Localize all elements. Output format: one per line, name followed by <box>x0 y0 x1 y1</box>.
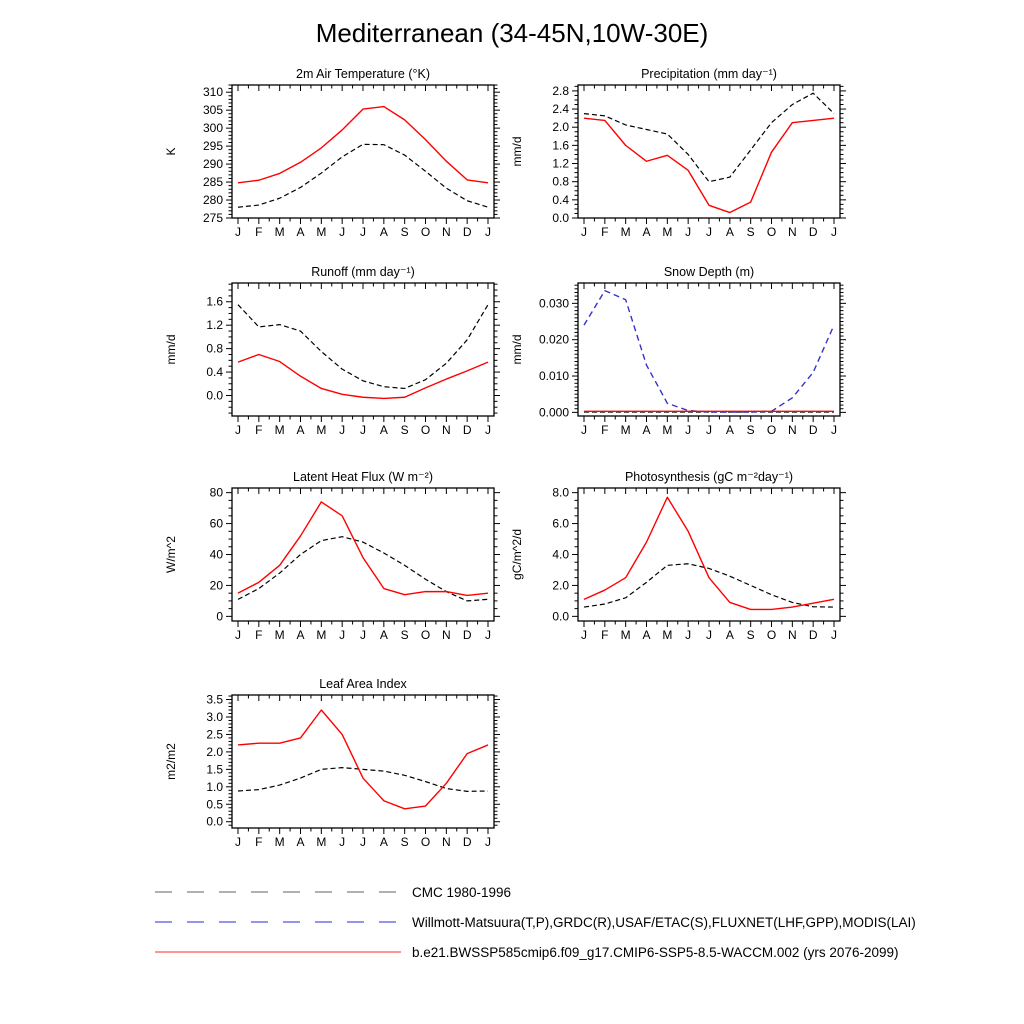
svg-text:O: O <box>420 628 431 642</box>
svg-text:J: J <box>485 423 491 437</box>
svg-text:280: 280 <box>202 193 223 208</box>
svg-text:0.0: 0.0 <box>552 211 569 225</box>
svg-text:J: J <box>360 225 366 239</box>
svg-text:m2/m2: m2/m2 <box>164 743 178 780</box>
svg-text:F: F <box>255 225 263 239</box>
svg-text:O: O <box>766 628 777 642</box>
svg-text:J: J <box>235 628 241 642</box>
svg-text:gC/m^2/d: gC/m^2/d <box>510 529 524 580</box>
svg-text:2.0: 2.0 <box>206 744 223 759</box>
svg-text:60: 60 <box>209 516 223 531</box>
svg-text:0.4: 0.4 <box>206 365 223 380</box>
svg-text:2.0: 2.0 <box>552 120 569 135</box>
svg-text:0.8: 0.8 <box>552 174 569 189</box>
svg-text:1.6: 1.6 <box>552 138 569 153</box>
svg-text:A: A <box>379 423 388 437</box>
svg-text:285: 285 <box>202 175 223 190</box>
svg-text:2.5: 2.5 <box>206 727 223 742</box>
svg-text:0.0: 0.0 <box>552 609 569 624</box>
precipitation-title: Precipitation (mm day⁻¹) <box>641 67 777 81</box>
svg-text:0.0: 0.0 <box>206 814 223 829</box>
svg-text:S: S <box>746 628 755 642</box>
svg-text:N: N <box>441 628 451 642</box>
model-solid-line-sample <box>153 947 403 957</box>
svg-text:1.5: 1.5 <box>206 762 223 777</box>
svg-text:S: S <box>746 225 755 239</box>
panel-latent-heat-flux <box>152 470 512 647</box>
svg-text:J: J <box>706 225 712 239</box>
latent-heat-flux-plot <box>152 485 512 647</box>
svg-text:J: J <box>235 835 241 849</box>
svg-text:W/m^2: W/m^2 <box>164 536 178 573</box>
snow-depth-plot <box>498 280 858 442</box>
svg-text:M: M <box>662 225 673 239</box>
svg-text:0.0: 0.0 <box>206 388 223 403</box>
svg-text:S: S <box>400 628 409 642</box>
svg-text:F: F <box>255 628 263 642</box>
svg-text:J: J <box>581 225 587 239</box>
svg-text:N: N <box>441 423 451 437</box>
svg-text:M: M <box>620 628 631 642</box>
svg-text:A: A <box>642 225 651 239</box>
svg-text:A: A <box>296 835 305 849</box>
svg-text:2.0: 2.0 <box>552 578 569 593</box>
svg-text:300: 300 <box>202 121 223 136</box>
svg-text:20: 20 <box>209 578 223 593</box>
svg-text:O: O <box>420 423 431 437</box>
svg-text:M: M <box>620 423 631 437</box>
svg-text:J: J <box>339 225 346 239</box>
svg-text:F: F <box>601 225 609 239</box>
svg-text:M: M <box>620 225 631 239</box>
svg-text:J: J <box>831 628 837 642</box>
svg-text:A: A <box>725 628 734 642</box>
svg-text:M: M <box>274 835 285 849</box>
svg-text:0.010: 0.010 <box>538 369 569 384</box>
svg-text:J: J <box>685 423 692 437</box>
air-temperature-title: 2m Air Temperature (°K) <box>296 67 430 81</box>
svg-text:A: A <box>379 225 388 239</box>
svg-text:N: N <box>787 628 797 642</box>
svg-text:J: J <box>235 225 241 239</box>
svg-text:8.0: 8.0 <box>552 485 569 500</box>
svg-text:N: N <box>787 423 797 437</box>
svg-text:M: M <box>316 835 327 849</box>
svg-text:M: M <box>662 628 673 642</box>
svg-text:A: A <box>296 423 305 437</box>
svg-text:O: O <box>766 423 777 437</box>
svg-text:80: 80 <box>209 485 223 500</box>
svg-text:M: M <box>274 628 285 642</box>
svg-text:M: M <box>316 628 327 642</box>
svg-text:J: J <box>831 225 837 239</box>
svg-text:J: J <box>831 423 837 437</box>
svg-text:D: D <box>808 423 818 437</box>
panel-leaf-area-index <box>152 677 512 854</box>
svg-text:4.0: 4.0 <box>552 547 569 562</box>
svg-text:2.8: 2.8 <box>552 83 569 98</box>
svg-text:D: D <box>808 225 818 239</box>
svg-text:0.020: 0.020 <box>538 332 569 347</box>
svg-text:J: J <box>485 225 491 239</box>
svg-text:J: J <box>485 835 491 849</box>
svg-text:A: A <box>296 225 305 239</box>
svg-text:6.0: 6.0 <box>552 516 569 531</box>
svg-text:290: 290 <box>202 157 223 172</box>
svg-text:275: 275 <box>202 211 223 225</box>
panel-photosynthesis <box>498 470 858 647</box>
panel-snow-depth <box>498 265 858 442</box>
svg-text:A: A <box>725 423 734 437</box>
svg-text:mm/d: mm/d <box>510 334 524 365</box>
svg-text:J: J <box>339 423 346 437</box>
legend-label-model: b.e21.BWSSP585cmip6.f09_g17.CMIP6-SSP5-8.5-WACCM.002 (yrs 2076-2099) <box>412 944 899 960</box>
svg-text:D: D <box>462 835 472 849</box>
svg-text:0.8: 0.8 <box>206 341 223 356</box>
svg-text:3.5: 3.5 <box>206 692 223 707</box>
svg-text:0.030: 0.030 <box>538 296 569 311</box>
svg-text:0.000: 0.000 <box>538 405 569 420</box>
snow-depth-title: Snow Depth (m) <box>663 265 755 279</box>
svg-text:M: M <box>316 225 327 239</box>
svg-text:310: 310 <box>202 85 223 100</box>
svg-text:J: J <box>581 423 587 437</box>
svg-text:1.6: 1.6 <box>206 294 223 309</box>
svg-text:J: J <box>339 628 346 642</box>
svg-text:A: A <box>379 628 388 642</box>
svg-text:M: M <box>274 225 285 239</box>
svg-text:295: 295 <box>202 139 223 154</box>
svg-text:S: S <box>400 225 409 239</box>
svg-text:J: J <box>360 835 366 849</box>
svg-text:F: F <box>601 628 609 642</box>
svg-text:A: A <box>642 628 651 642</box>
panel-precipitation <box>498 67 858 244</box>
leaf-area-index-title: Leaf Area Index <box>319 677 407 691</box>
svg-text:J: J <box>685 628 692 642</box>
latent-heat-flux-title: Latent Heat Flux (W m⁻²) <box>293 470 433 484</box>
svg-text:F: F <box>255 423 263 437</box>
svg-text:1.2: 1.2 <box>206 318 223 333</box>
runoff-plot <box>152 280 512 442</box>
obs-dashed-line-sample <box>153 917 403 927</box>
svg-text:2.4: 2.4 <box>552 102 569 117</box>
svg-text:M: M <box>316 423 327 437</box>
svg-text:0: 0 <box>216 609 223 624</box>
svg-text:A: A <box>725 225 734 239</box>
svg-text:J: J <box>339 835 346 849</box>
legend-label-observations: Willmott-Matsuura(T,P),GRDC(R),USAF/ETAC(S),FLUXNET(LHF,GPP),MODIS(LAI) <box>412 914 916 930</box>
svg-text:J: J <box>360 628 366 642</box>
svg-text:F: F <box>601 423 609 437</box>
svg-text:J: J <box>581 628 587 642</box>
figure-title: Mediterranean (34-45N,10W-30E) <box>315 18 709 48</box>
svg-text:D: D <box>808 628 818 642</box>
svg-text:0.4: 0.4 <box>552 192 569 207</box>
svg-text:J: J <box>235 423 241 437</box>
svg-text:D: D <box>462 423 472 437</box>
legend <box>153 877 916 967</box>
svg-text:A: A <box>379 835 388 849</box>
svg-text:N: N <box>787 225 797 239</box>
panel-runoff <box>152 265 512 442</box>
photosynthesis-title: Photosynthesis (gC m⁻²day⁻¹) <box>624 470 794 484</box>
legend-label-cmc: CMC 1980-1996 <box>412 884 512 900</box>
legend-entry-model <box>153 937 916 967</box>
svg-text:1.0: 1.0 <box>206 779 223 794</box>
svg-text:mm/d: mm/d <box>510 136 524 167</box>
svg-text:J: J <box>706 423 712 437</box>
panel-air-temperature <box>152 67 512 244</box>
svg-text:N: N <box>441 225 451 239</box>
svg-text:305: 305 <box>202 103 223 118</box>
air-temperature-plot <box>152 82 512 244</box>
svg-text:O: O <box>420 835 431 849</box>
svg-text:K: K <box>164 147 178 156</box>
svg-text:J: J <box>360 423 366 437</box>
svg-text:N: N <box>441 835 451 849</box>
svg-text:S: S <box>746 423 755 437</box>
svg-text:S: S <box>400 423 409 437</box>
legend-entry-observations <box>153 907 916 937</box>
legend-entry-cmc <box>153 877 916 907</box>
svg-text:M: M <box>274 423 285 437</box>
svg-text:M: M <box>662 423 673 437</box>
svg-text:S: S <box>400 835 409 849</box>
svg-text:A: A <box>296 628 305 642</box>
leaf-area-index-plot <box>152 692 512 854</box>
svg-text:O: O <box>766 225 777 239</box>
svg-text:D: D <box>462 225 472 239</box>
svg-text:mm/d: mm/d <box>164 334 178 365</box>
svg-text:0.5: 0.5 <box>206 797 223 812</box>
svg-text:A: A <box>642 423 651 437</box>
svg-text:D: D <box>462 628 472 642</box>
svg-text:O: O <box>420 225 431 239</box>
cmc-dashed-line-sample <box>153 887 403 897</box>
runoff-title: Runoff (mm day⁻¹) <box>311 265 415 279</box>
svg-text:3.0: 3.0 <box>206 709 223 724</box>
svg-text:J: J <box>706 628 712 642</box>
svg-text:J: J <box>685 225 692 239</box>
svg-text:40: 40 <box>209 547 223 562</box>
photosynthesis-plot <box>498 485 858 647</box>
precipitation-plot <box>498 82 858 244</box>
svg-text:J: J <box>485 628 491 642</box>
svg-text:1.2: 1.2 <box>552 156 569 171</box>
svg-text:F: F <box>255 835 263 849</box>
